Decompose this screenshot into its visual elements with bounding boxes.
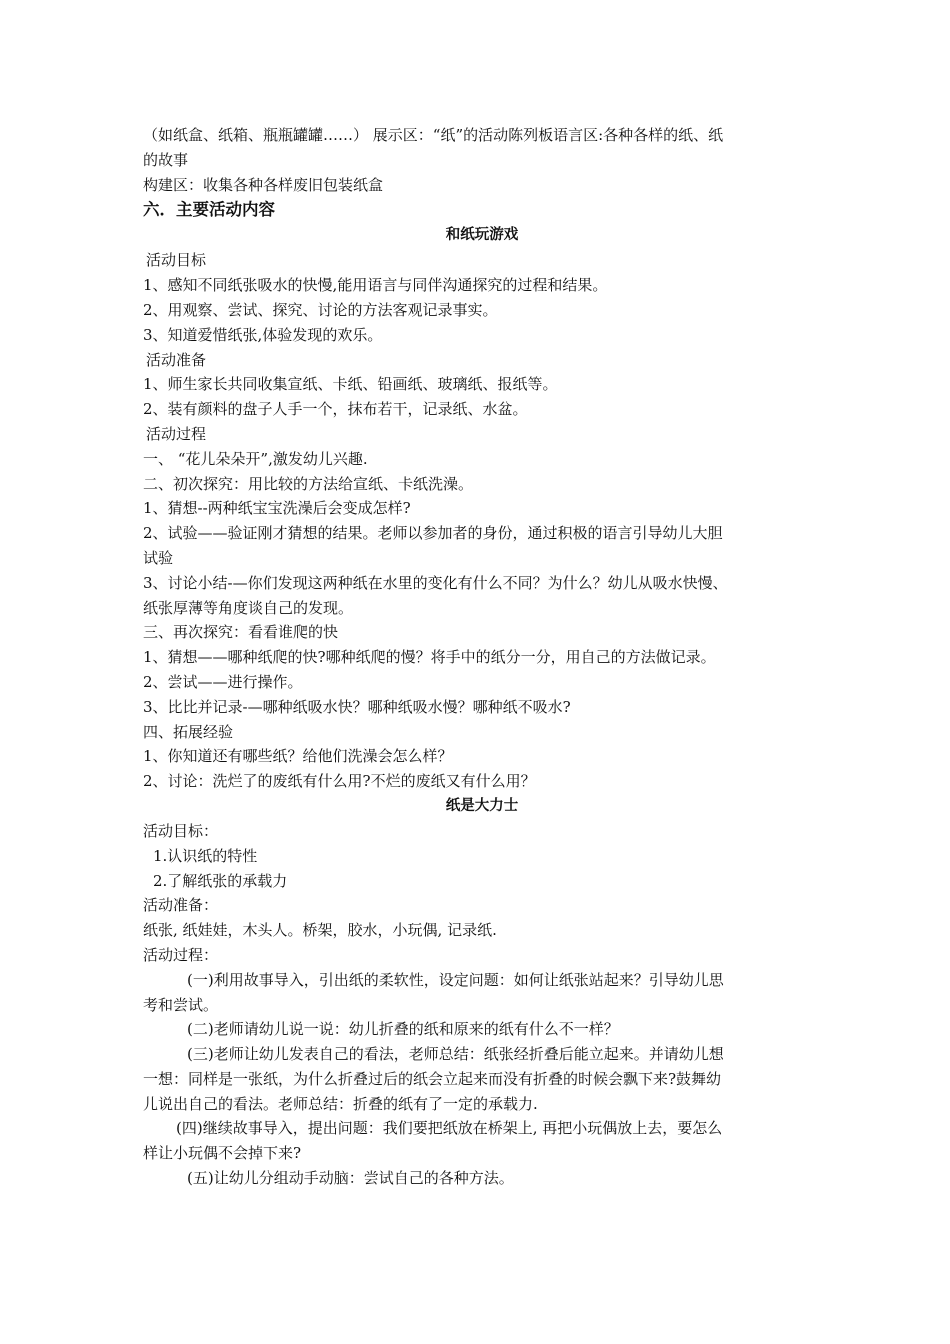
activity1-process-line: 1、猜想——哪种纸爬的快?哪种纸爬的慢？将手中的纸分一分，用自己的方法做记录。 <box>143 648 716 667</box>
activity2-step-5: (五)让幼儿分组动手动脑：尝试自己的各种方法。 <box>187 1169 514 1188</box>
activity1-goal: 3、知道爱惜纸张,体验发现的欢乐。 <box>143 325 383 344</box>
activity1-title: 和纸玩游戏 <box>445 227 519 244</box>
intro-line-3: 构建区：收集各种各样废旧包装纸盒 <box>143 175 384 194</box>
activity1-process-line: 一、 “花儿朵朵开”,激发幼儿兴趣. <box>143 449 368 468</box>
activity2-prep-label: 活动准备： <box>143 896 219 915</box>
activity1-process-line: 3、比比并记录-—哪种纸吸水快？哪种纸吸水慢？哪种纸不吸水? <box>143 697 571 716</box>
activity2-process-label: 活动过程： <box>143 945 219 964</box>
activity1-process-line: 2、尝试——进行操作。 <box>143 672 303 691</box>
activity1-process-label: 活动过程 <box>146 424 207 443</box>
activity1-goals-label: 活动目标 <box>146 251 207 270</box>
activity2-step-4-cont: 样让小玩偶不会掉下来? <box>143 1144 302 1163</box>
activity1-goal: 2、用观察、尝试、探究、讨论的方法客观记录事实。 <box>143 300 498 319</box>
document-page <box>143 123 813 1191</box>
activity1-process-line: 1、猜想--两种纸宝宝洗澡后会变成怎样? <box>143 499 411 518</box>
activity2-title: 纸是大力士 <box>445 797 519 814</box>
activity1-prep-label: 活动准备 <box>146 350 207 369</box>
activity1-process-line: 四、拓展经验 <box>143 722 234 741</box>
activity1-prep-item: 1、师生家长共同收集宣纸、卡纸、铅画纸、玻璃纸、报纸等。 <box>143 375 558 394</box>
activity1-goal: 1、感知不同纸张吸水的快慢,能用语言与同伴沟通探究的过程和结果。 <box>143 276 608 295</box>
activity2-step-4: (四)继续故事导入，提出问题：我们要把纸放在桥架上, 再把小玩偶放上去，要怎么 <box>176 1119 723 1138</box>
activity2-step-1: (一)利用故事导入，引出纸的柔软性，设定问题：如何让纸张站起来？引导幼儿思 <box>187 970 724 989</box>
activity1-process-line: 3、讨论小结-—你们发现这两种纸在水里的变化有什么不同？为什么？幼儿从吸水快慢、 <box>143 573 728 592</box>
activity2-step-3-cont: 一想：同样是一张纸，为什么折叠过后的纸会立起来而没有折叠的时候会飘下来?鼓舞幼 <box>143 1069 722 1088</box>
section-heading: 六．主要活动内容 <box>143 200 275 220</box>
activity1-process-line: 三、再次探究：看看谁爬的快 <box>143 623 339 642</box>
activity1-process-line: 纸张厚薄等角度谈自己的发现。 <box>143 598 354 617</box>
activity1-process-line: 2、试验——验证刚才猜想的结果。老师以参加者的身份，通过积极的语言引导幼儿大胆 <box>143 524 723 543</box>
activity2-prep: 纸张, 纸娃娃，木头人。桥架，胶水，小玩偶, 记录纸. <box>143 921 497 940</box>
activity1-process-line: 1、你知道还有哪些纸？给他们洗澡会怎么样？ <box>143 747 453 766</box>
activity2-goals-label: 活动目标： <box>143 821 219 840</box>
activity1-process-line: 试验 <box>143 548 174 567</box>
activity2-goal: 1.认识纸的特性 <box>153 846 258 865</box>
activity1-process-line: 二、初次探究：用比较的方法给宣纸、卡纸洗澡。 <box>143 474 474 493</box>
activity2-step-1-cont: 考和尝试。 <box>143 995 219 1014</box>
activity1-prep-item: 2、装有颜料的盘子人手一个，抹布若干，记录纸、水盆。 <box>143 400 528 419</box>
activity1-process-line: 2、讨论：洗烂了的废纸有什么用?不烂的废纸又有什么用？ <box>143 772 536 791</box>
intro-line-2: 的故事 <box>143 150 189 169</box>
intro-line-1: （如纸盒、纸箱、瓶瓶罐罐……） 展示区：“纸”的活动陈列板语言区:各种各样的纸、纸 <box>143 126 724 144</box>
activity2-goal: 2.了解纸张的承载力 <box>153 871 288 890</box>
activity2-step-3-cont: 儿说出自己的看法。老师总结：折叠的纸有了一定的承载力. <box>143 1094 538 1113</box>
activity2-step-3: (三)老师让幼儿发表自己的看法，老师总结：纸张经折叠后能立起来。并请幼儿想 <box>187 1045 724 1064</box>
activity2-step-2: (二)老师请幼儿说一说：幼儿折叠的纸和原来的纸有什么不一样？ <box>187 1020 619 1039</box>
